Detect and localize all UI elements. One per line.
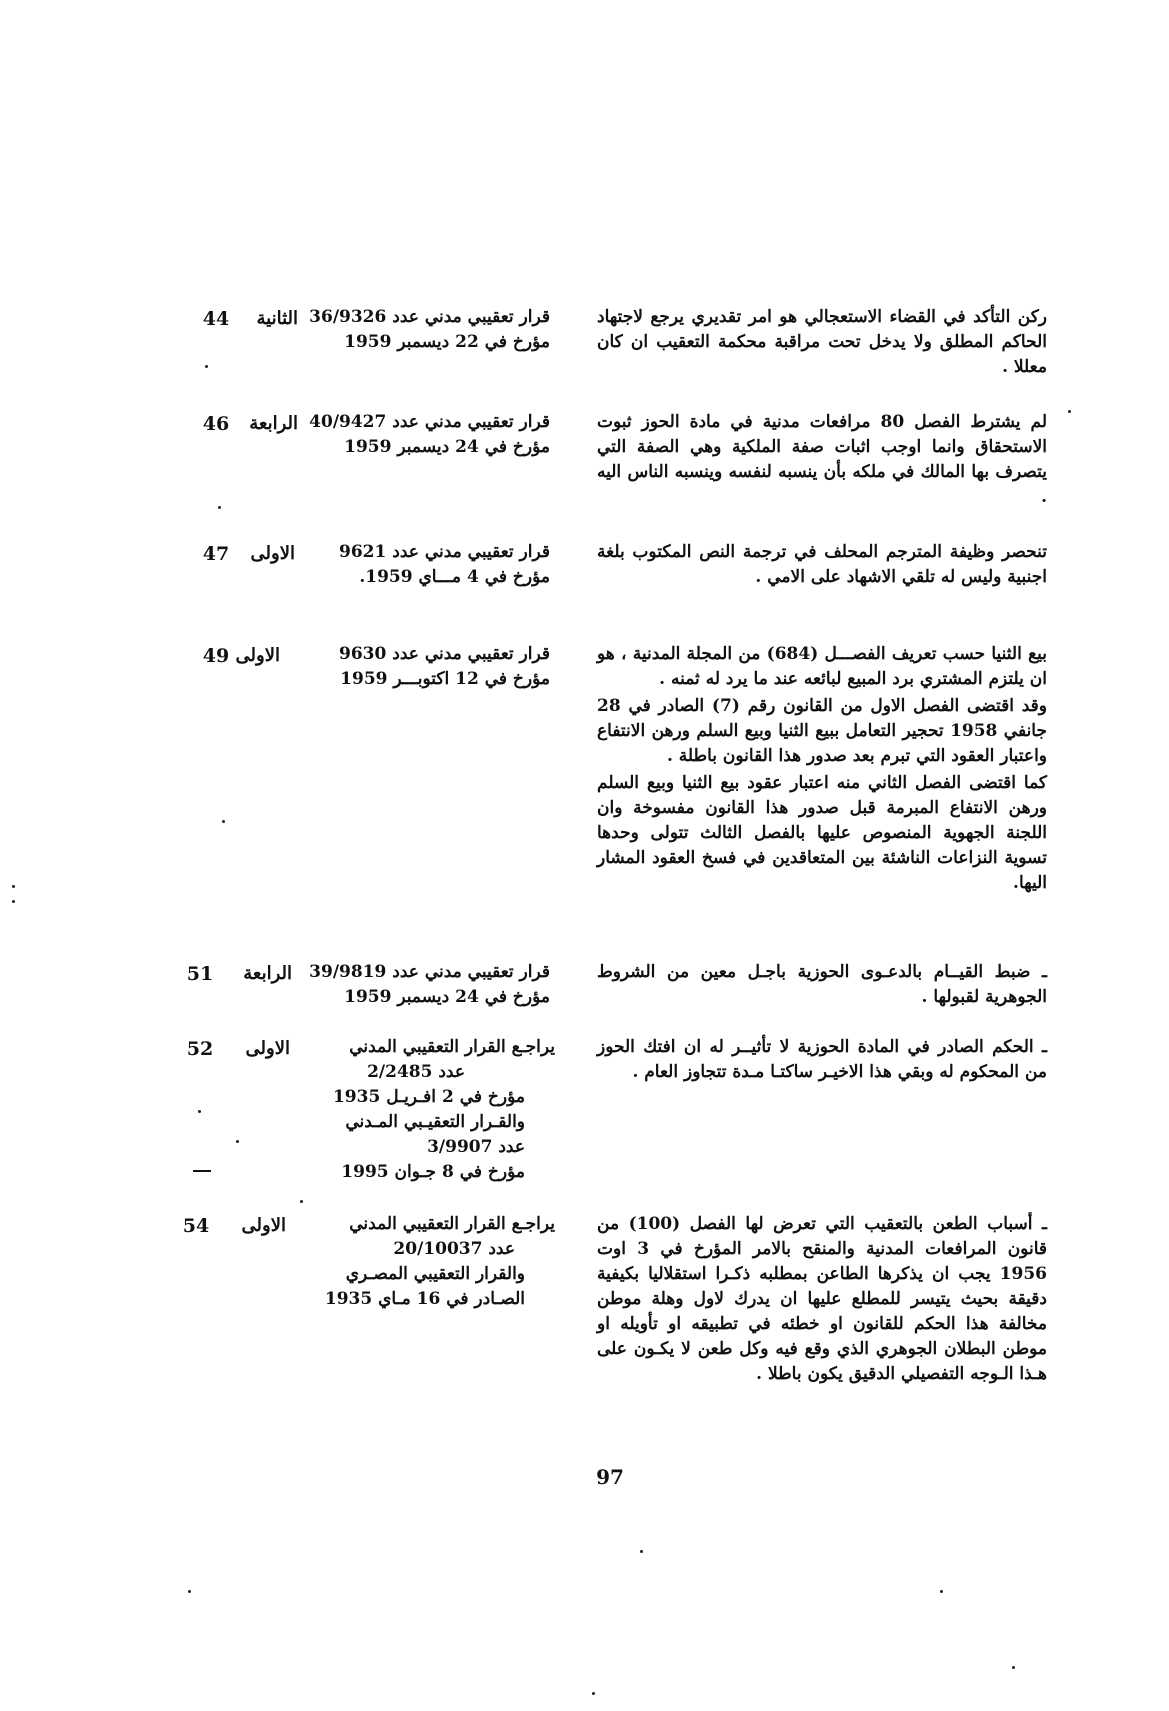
scan-speck bbox=[218, 506, 221, 509]
reference-line: مؤرخ في 8 جـوان 1995 bbox=[341, 1162, 525, 1182]
ruling-summary bbox=[597, 540, 1047, 592]
ruling-summary bbox=[597, 642, 1047, 898]
reference-line: عدد 20/10037 bbox=[393, 1239, 515, 1259]
summary-paragraph: لم يشترط الفصل 80 مرافعات مدنية في مادة الحوز ثبوت الاستحقاق وانما اوجب اثبات صفة الملكية وهي الصفة التي يتصرف بها المالك في ملكه بأن ينسبه لنفسه وينسبه الناس اليه . bbox=[597, 412, 1048, 507]
reference-line: مؤرخ في 4 مـــاي 1959. bbox=[359, 567, 550, 587]
scan-speck bbox=[940, 1590, 943, 1593]
scan-speck bbox=[12, 885, 15, 888]
decision-reference bbox=[305, 1212, 555, 1312]
reference-line: مؤرخ في 24 ديسمبر 1959 bbox=[344, 987, 550, 1007]
entry-number: 46 bbox=[202, 413, 230, 435]
reference-line: يراجـع القرار التعقيبي المدني bbox=[349, 1214, 555, 1234]
decision-reference bbox=[300, 642, 550, 692]
entry-number: 44 bbox=[202, 308, 230, 330]
reference-line: مؤرخ في 12 اكتوبـــر 1959 bbox=[340, 669, 550, 689]
reference-line: قرار تعقيبي مدني عدد 9630 bbox=[339, 644, 550, 664]
scan-speck bbox=[12, 900, 15, 903]
scan-speck bbox=[188, 1590, 191, 1593]
decision-reference bbox=[305, 1035, 555, 1185]
decision-reference bbox=[300, 410, 550, 460]
reference-line: قرار تعقيبي مدني عدد 39/9819 bbox=[309, 962, 550, 982]
summary-paragraph: بيع الثنيا حسب تعريف الفصـــل (684) من المجلة المدنية ، هو ان يلتزم المشتري برد المبيع لبائعه عند ما يرد له ثمنه . bbox=[597, 644, 1047, 689]
reference-line: مؤرخ في 2 افـريـل 1935 bbox=[332, 1087, 525, 1107]
reference-line: قرار تعقيبي مدني عدد 36/9326 bbox=[309, 307, 550, 327]
ruling-summary bbox=[597, 305, 1047, 382]
chamber-label: الثانية bbox=[256, 308, 298, 329]
scan-speck bbox=[300, 1200, 303, 1203]
reference-line: والقرار التعقيبي المصـري bbox=[345, 1264, 525, 1284]
reference-line: مؤرخ في 22 ديسمبر 1959 bbox=[344, 332, 550, 352]
entry-number: 47 bbox=[202, 543, 230, 565]
entry-number: 54 bbox=[182, 1215, 210, 1237]
chamber-label: الرابعة bbox=[243, 963, 292, 984]
reference-line: مؤرخ في 24 ديسمبر 1959 bbox=[344, 437, 550, 457]
reference-line: يراجـع القرار التعقيبي المدني bbox=[349, 1037, 555, 1057]
ruling-summary bbox=[597, 960, 1047, 1012]
summary-paragraph: ـ ضبط القيــام بالدعـوى الحوزية باجـل معين من الشروط الجوهرية لقبولها . bbox=[597, 962, 1047, 1007]
reference-line: عدد 2/2485 bbox=[367, 1062, 465, 1082]
scan-dash-mark bbox=[193, 1170, 211, 1172]
reference-line: عدد 3/9907 bbox=[427, 1137, 525, 1157]
chamber-label: الرابعة bbox=[249, 413, 298, 434]
reference-line: قرار تعقيبي مدني عدد 9621 bbox=[339, 542, 550, 562]
scan-speck bbox=[592, 1692, 595, 1695]
summary-paragraph: ـ أسباب الطعن بالتعقيب التي تعرض لها الفصل (100) من قانون المرافعات المدنية والمنقح بالامر المؤرخ في 3 اوت 1956 يجب ان يذكرها الطاعن بمطلبه ذكـرا استقلاليا بكيفية دقيقة بحيث يتيسر للمطلع عليها ان يدرك لاول وهلة موطن مخالفة هذا الحكم للقانون او خطئه في تطبيقه او تأويله او موطن البطلان الجوهري الذي وقع فيه وكل طعن لا يكـون على هـذا الـوجه التفصيلي الدقيق يكون باطلا . bbox=[597, 1214, 1048, 1384]
ruling-summary bbox=[597, 1212, 1047, 1389]
decision-reference bbox=[300, 540, 550, 590]
scan-speck bbox=[222, 820, 225, 823]
chamber-label: الاولى bbox=[235, 645, 280, 666]
scan-speck bbox=[1012, 1666, 1015, 1669]
scan-speck bbox=[236, 1140, 239, 1143]
decision-reference bbox=[300, 305, 550, 355]
reference-line: قرار تعقيبي مدني عدد 40/9427 bbox=[309, 412, 550, 432]
entry-number: 52 bbox=[186, 1038, 214, 1060]
ruling-summary bbox=[597, 1035, 1047, 1087]
page-number: 97 bbox=[596, 1465, 624, 1489]
scan-speck bbox=[1068, 410, 1071, 413]
entry-number: 51 bbox=[186, 963, 214, 985]
scan-speck bbox=[640, 1550, 643, 1553]
chamber-label: الاولى bbox=[241, 1215, 286, 1236]
summary-paragraph: ركن التأكد في القضاء الاستعجالي هو امر تقديري يرجع لاجتهاد الحاكم المطلق ولا يدخل تحت مراقبة محكمة التعقيب ان كان معللا . bbox=[597, 307, 1047, 377]
summary-paragraph: ـ الحكم الصادر في المادة الحوزية لا تأثيــر له ان افتك الحوز من المحكوم له وبقي هذا الاخيـر ساكتـا مـدة تتجاوز العام . bbox=[597, 1037, 1047, 1082]
reference-line: والقـرار التعقيـبي المـدني bbox=[345, 1112, 525, 1132]
decision-reference bbox=[300, 960, 550, 1010]
ruling-summary bbox=[597, 410, 1047, 512]
summary-paragraph: تنحصر وظيفة المترجم المحلف في ترجمة النص المكتوب بلغة اجنبية وليس له تلقي الاشهاد على الامي . bbox=[597, 542, 1047, 587]
summary-paragraph: وقد اقتضى الفصل الاول من القانون رقم (7) الصادر في 28 جانفي 1958 تحجير التعامل ببيع الثنيا وبيع السلم ورهن الانتفاع واعتبار العقود التي تبرم بعد صدور هذا القانون باطلة . bbox=[597, 696, 1047, 766]
summary-paragraph: كما اقتضى الفصل الثاني منه اعتبار عقود بيع الثنيا وبيع السلم ورهن الانتفاع المبرمة قبل صدور هذا القانون مفسوخة وان اللجنة الجهوية المنصوص عليها بالفصل الثالث تتولى وحدها تسوية النزاعات الناشئة بين المتعاقدين في فسخ العقود المشار اليها. bbox=[597, 773, 1047, 893]
scan-speck bbox=[205, 365, 208, 368]
chamber-label: الاولى bbox=[245, 1038, 290, 1059]
scan-speck bbox=[198, 1110, 201, 1113]
reference-line: الصـادر في 16 مـاي 1935 bbox=[324, 1289, 525, 1309]
entry-number: 49 bbox=[202, 645, 230, 667]
chamber-label: الاولى bbox=[250, 543, 295, 564]
